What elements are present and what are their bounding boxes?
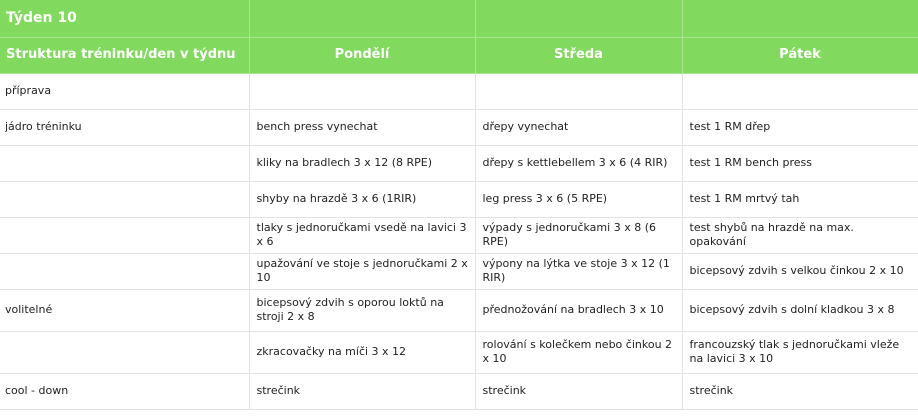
monday-cell[interactable]: bench press vynechat — [249, 109, 475, 145]
monday-cell[interactable]: bicepsový zdvih s oporou loktů na stroji 2 x 8 — [249, 289, 475, 331]
wednesday-cell[interactable]: dřepy vynechat — [475, 109, 682, 145]
wednesday-cell[interactable]: výpady s jednoručkami 3 x 8 (6 RPE) — [475, 217, 682, 253]
header-structure[interactable]: Struktura tréninku/den v týdnu — [0, 37, 249, 73]
friday-cell[interactable]: strečink — [682, 373, 918, 409]
table-row — [0, 109, 918, 145]
table-row — [0, 73, 918, 109]
friday-cell[interactable]: bicepsový zdvih s velkou činkou 2 x 10 — [682, 253, 918, 289]
monday-cell[interactable]: kliky na bradlech 3 x 12 (8 RPE) — [249, 145, 475, 181]
monday-cell[interactable]: upažování ve stoje s jednoručkami 2 x 10 — [249, 253, 475, 289]
monday-cell[interactable] — [249, 73, 475, 109]
wednesday-cell[interactable]: dřepy s kettlebellem 3 x 6 (4 RIR) — [475, 145, 682, 181]
friday-cell[interactable]: test shybů na hrazdě na max. opakování — [682, 217, 918, 253]
header-monday[interactable]: Pondělí — [249, 37, 475, 73]
table-row — [0, 331, 918, 373]
header-row — [0, 37, 918, 73]
friday-cell[interactable]: bicepsový zdvih s dolní kladkou 3 x 8 — [682, 289, 918, 331]
structure-cell[interactable] — [0, 181, 249, 217]
structure-cell[interactable]: příprava — [0, 73, 249, 109]
friday-cell[interactable]: test 1 RM bench press — [682, 145, 918, 181]
header-friday[interactable]: Pátek — [682, 37, 918, 73]
structure-cell[interactable] — [0, 331, 249, 373]
title-cell-empty[interactable] — [682, 0, 918, 37]
table-row — [0, 373, 918, 409]
table-row — [0, 289, 918, 331]
monday-cell[interactable]: zkracovačky na míči 3 x 12 — [249, 331, 475, 373]
table-row — [0, 217, 918, 253]
table-row — [0, 145, 918, 181]
structure-cell[interactable]: volitelné — [0, 289, 249, 331]
structure-cell[interactable]: cool - down — [0, 373, 249, 409]
friday-cell[interactable] — [682, 73, 918, 109]
friday-cell[interactable]: test 1 RM mrtvý tah — [682, 181, 918, 217]
header-wednesday[interactable]: Středa — [475, 37, 682, 73]
wednesday-cell[interactable]: leg press 3 x 6 (5 RPE) — [475, 181, 682, 217]
title-cell-empty[interactable] — [249, 0, 475, 37]
table-row — [0, 181, 918, 217]
friday-cell[interactable]: francouzský tlak s jednoručkami vleže na lavici 3 x 10 — [682, 331, 918, 373]
monday-cell[interactable]: shyby na hrazdě 3 x 6 (1RIR) — [249, 181, 475, 217]
structure-cell[interactable] — [0, 217, 249, 253]
title-cell-empty[interactable] — [475, 0, 682, 37]
monday-cell[interactable]: strečink — [249, 373, 475, 409]
wednesday-cell[interactable]: strečink — [475, 373, 682, 409]
friday-cell[interactable]: test 1 RM dřep — [682, 109, 918, 145]
title-row — [0, 0, 918, 37]
structure-cell[interactable] — [0, 253, 249, 289]
table-row — [0, 253, 918, 289]
structure-cell[interactable] — [0, 145, 249, 181]
structure-cell[interactable]: jádro tréninku — [0, 109, 249, 145]
wednesday-cell[interactable]: výpony na lýtka ve stoje 3 x 12 (1 RIR) — [475, 253, 682, 289]
week-title[interactable]: Týden 10 — [0, 0, 249, 37]
wednesday-cell[interactable] — [475, 73, 682, 109]
monday-cell[interactable]: tlaky s jednoručkami vsedě na lavici 3 x 6 — [249, 217, 475, 253]
wednesday-cell[interactable]: rolování s kolečkem nebo činkou 2 x 10 — [475, 331, 682, 373]
wednesday-cell[interactable]: přednožování na bradlech 3 x 10 — [475, 289, 682, 331]
